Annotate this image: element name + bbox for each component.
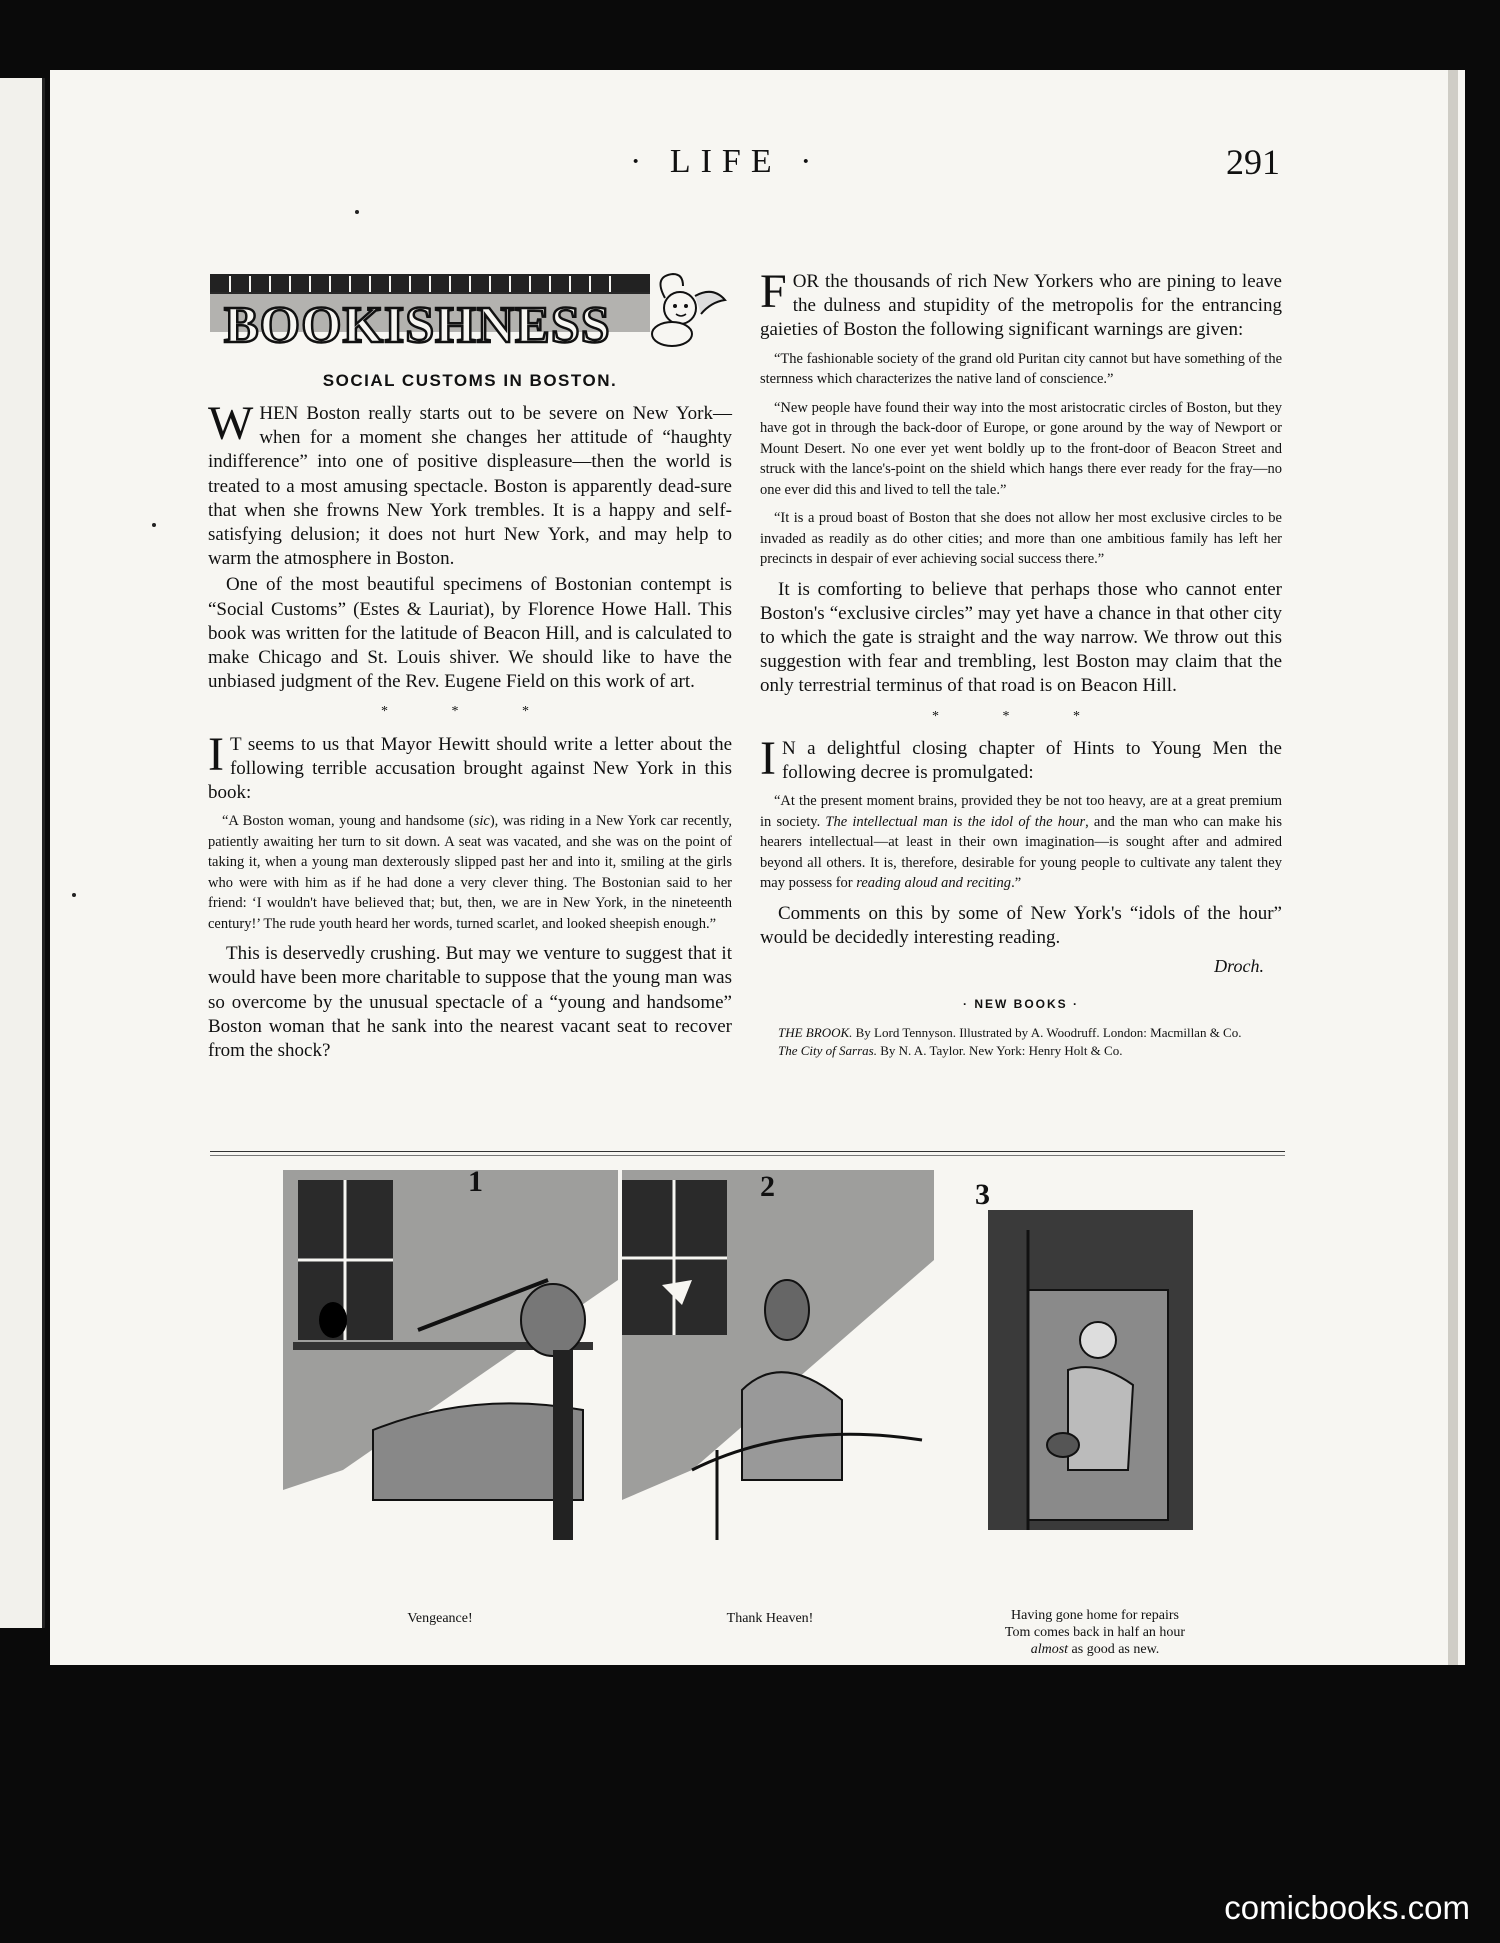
paragraph: This is deservedly crushing. But may we venture to suggest that it would have been more charitable to suppose that the young man was so overcome by the unusual spectacle of a “young and handsome” Boston woman that he sank into the nearest vacant seat to recover from the shock? [208, 943, 732, 1062]
section-divider-stars: * * * [381, 704, 559, 720]
panel-caption [955, 1607, 1235, 1658]
drop-cap: I [760, 731, 776, 785]
running-title: · LIFE · [630, 143, 822, 180]
quote-text: , and the man who can make his hearers intellectual—at least in their own imagination—is sought after and admired beyond all others. It is, therefore, desirable for young people to cultivate any talent they may possess for [760, 813, 1282, 892]
book-title: THE BROOK. [778, 1024, 853, 1040]
page-number: 291 [1226, 142, 1280, 182]
print-speck [355, 210, 359, 214]
paragraph: One of the most beautiful specimens of Bostonian contempt is “Social Customs” (Estes & Lauriat), by Florence Howe Hall. This book was written for the latitude of Beacon Hill, and is calculated to make Chicago and St. Louis shiver. We should like to have the unbiased judgment of the Rev. Eugene Field on this work of art. [208, 574, 732, 693]
drop-cap: F [760, 265, 787, 318]
block-quote [208, 811, 732, 934]
caption-line: Having gone home for repairs [1011, 1608, 1179, 1623]
paragraph: It is comforting to believe that perhaps those who cannot enter Boston's “exclusive circles” may yet have a chance in that other city to which the gate is straight and the way narrow. We throw out this suggestion with fear and trembling, lest Boston may claim that the only terrestrial terminus of that road is on Beacon Hill. [760, 578, 1282, 697]
block-quote: “It is a proud boast of Boston that she does not allow her most exclusive circles to be invaded as readily as do other cities; and more than one ambitious family has left her precincts in despair of ever achieving social success there.” [760, 510, 1282, 568]
print-speck [72, 893, 76, 897]
book-details: By N. A. Taylor. New York: Henry Holt & Co. [876, 1042, 1123, 1058]
panel-caption: Vengeance! [407, 1611, 473, 1626]
panel-number: 3 [975, 1178, 990, 1211]
block-quote [760, 791, 1282, 894]
paragraph: Comments on this by some of New York's “idols of the hour” would be decidedly interesting reading. [760, 902, 1282, 948]
block-quote: “New people have found their way into the most aristocratic circles of Boston, but they have got in through the back-door of Europe, or gone around by the way of Newport or Mount Desert. No one ever yet went boldly up to the front-door of Beacon Street and struck with the lance's-point on the shield which hangs there ever ready for the fray—no one ever did this and lived to tell the tale.” [760, 399, 1282, 498]
caption-line: Tom comes back in half an hour [1004, 1625, 1186, 1640]
paragraph-text: HEN Boston really starts out to be severe on New York—when for a moment she changes her attitude of “haughty indifference” into one of positive displeasure—then the world is treated to a most amusing spectacle. Boston is apparently dead-sure that when she frowns New York trembles. It is a happy and self-satisfying delusion; it does not hurt New York, and may help to warm the atmosphere in Boston. [208, 403, 732, 570]
paragraph [208, 727, 732, 806]
block-quote: “The fashionable society of the grand old Puritan city cannot but have something of the sternness which characterizes the native land of conscience.” [760, 350, 1282, 388]
section-divider-stars: * * * [932, 708, 1110, 724]
drop-cap: I [208, 727, 224, 781]
watermark: comicbooks.com [1224, 1889, 1470, 1926]
cherub-icon [652, 274, 725, 346]
quote-italic: The intellectual man is the idol of the hour [825, 813, 1086, 830]
book-title: The City of Sarras. [778, 1042, 877, 1058]
paragraph [208, 397, 732, 571]
quote-text: “At the present moment brains, provided they be not too heavy, are at a great premium in society. [760, 793, 1282, 830]
cartoon-illustration-thank-heaven [622, 1170, 934, 1565]
masthead-illustration [210, 268, 730, 358]
bookishness-masthead [210, 268, 730, 358]
masthead-title: BOOKISHNESS [224, 297, 611, 354]
book-entry [760, 1043, 1282, 1059]
previous-page-edge [0, 78, 45, 1628]
author-signature: Droch. [1214, 956, 1264, 977]
new-books-heading: · NEW BOOKS · [963, 997, 1079, 1012]
cat-silhouette-icon [319, 1302, 347, 1338]
drop-cap: W [208, 397, 254, 450]
left-text-column [208, 397, 732, 1065]
paragraph-text: OR the thousands of rich New Yorkers who are pining to leave the dulness and stupidity of the metropolis for the entrancing gaieties of Boston the following significant warnings are given: [760, 271, 1282, 341]
caption-line [955, 1641, 1235, 1658]
paragraph [760, 731, 1282, 785]
section-heading: SOCIAL CUSTOMS IN BOSTON. [322, 371, 618, 390]
quote-text: “A Boston woman, young and handsome ( [222, 813, 474, 830]
cartoon-illustration-tom-returns [968, 1170, 1198, 1565]
book-details: By Lord Tennyson. Illustrated by A. Woodruff. London: Macmillan & Co. [852, 1024, 1242, 1040]
quote-italic: sic [473, 813, 490, 830]
quote-text: .” [1011, 875, 1022, 892]
print-speck [152, 523, 156, 527]
caption-italic: almost [1030, 1642, 1069, 1657]
cartoon-illustration-vengeance [283, 1170, 618, 1565]
quote-text: ), was riding in a New York car recently, patiently awaiting her turn to sit down. A seat was vacated, and she was on the point of taking it, when a young man dexterously slipped past her and into it, smiling at the girls who were with him as if he had done a very clever thing. The Bostonian said to her friend: ‘I wouldn't have believed that; but, then, we are in New York, in the nineteenth century!’ The rude youth heard her words, turned scarlet, and looked sheepish enough.” [208, 813, 732, 932]
panel-caption: Thank Heaven! [726, 1611, 814, 1626]
panel-number: 1 [468, 1165, 483, 1198]
cartoon-panel-2 [622, 1170, 934, 1565]
right-text-column [760, 265, 1282, 1061]
paragraph [760, 265, 1282, 343]
horizontal-rule [210, 1151, 1285, 1156]
page-spine-edge [1448, 70, 1458, 1665]
cartoon-panel-3 [968, 1170, 1198, 1565]
paragraph-text: T seems to us that Mayor Hewitt should write a letter about the following terrible accusation brought against New York in this book: [208, 733, 732, 804]
cartoon-panel-1 [283, 1170, 618, 1565]
book-entry [760, 1025, 1282, 1041]
quote-italic: reading aloud and reciting [856, 875, 1012, 892]
paragraph-text: N a delightful closing chapter of Hints to Young Men the following decree is promulgated: [781, 737, 1282, 784]
panel-number: 2 [760, 1170, 775, 1203]
caption-text: as good as new. [1068, 1642, 1160, 1657]
